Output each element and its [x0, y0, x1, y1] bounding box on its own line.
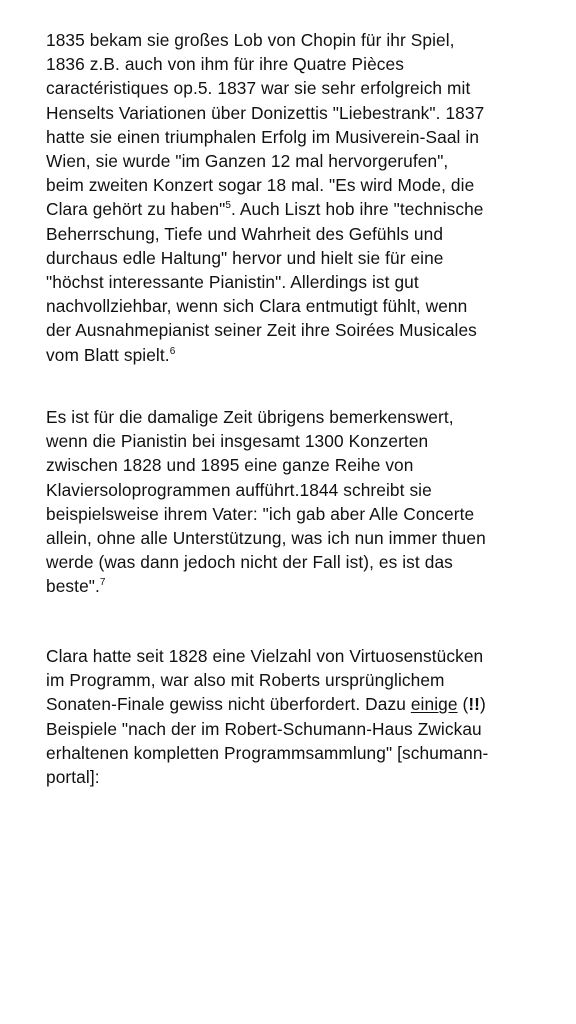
text-line: 1836 z.B. auch von ihm für ihre Quatre Pièces [46, 54, 404, 75]
text-line: hatte sie einen triumphalen Erfolg im Musiverein-Saal in [46, 126, 480, 147]
text-segment: beste". [46, 576, 100, 597]
text-line: nachvollziehbar, wenn sich Clara entmutigt fühlt, wenn [46, 296, 468, 317]
footnote-marker: 6 [169, 345, 176, 357]
text-line: portal]: [46, 767, 100, 788]
text-line: Clara hatte seit 1828 eine Vielzahl von Virtuosenstücken [46, 646, 484, 666]
text-segment: Clara gehört zu haben" [46, 199, 226, 220]
text-line: wenn die Pianistin bei insgesamt 1300 Konzerten [46, 431, 429, 452]
text-line: zwischen 1828 und 1895 eine ganze Reihe von [46, 455, 414, 476]
text-line [46, 574, 546, 598]
text-line: beispielsweise ihrem Vater: "ich gab aber Alle Concerte [46, 503, 475, 524]
text-line [46, 343, 546, 367]
text-segment: vom Blatt spielt. [46, 344, 170, 365]
text-line: 1835 bekam sie großes Lob von Chopin für ihr Spiel, [46, 30, 455, 50]
text-line: Beherrschung, Tiefe und Wahrheit des Gefühls und [46, 223, 444, 244]
text-line [46, 197, 546, 221]
text-line: caractéristiques op.5. 1837 war sie sehr erfolgreich mit [46, 78, 471, 99]
text-line: durchaus edle Haltung" hervor und hielt sie für eine [46, 247, 444, 268]
bold-emphasis: !! [468, 694, 481, 715]
text-line: Wien, sie wurde "im Ganzen 12 mal hervorgerufen", [46, 151, 449, 172]
text-line: allein, ohne alle Unterstützung, was ich nun immer thuen [46, 528, 486, 549]
paragraph-programmes [46, 644, 546, 789]
paragraph-concerts [46, 405, 546, 599]
text-line: beim zweiten Konzert sogar 18 mal. "Es wird Mode, die [46, 175, 475, 196]
text-segment: ( [457, 694, 469, 715]
text-line: Henselts Variationen über Donizettis "Liebestrank". 1837 [46, 102, 485, 123]
text-segment: ) [480, 694, 486, 715]
text-line: Beispiele "nach der im Robert-Schumann-Haus Zwickau [46, 718, 482, 739]
text-line: der Ausnahmepianist seiner Zeit ihre Soirées Musicales [46, 320, 477, 341]
text-line: werde (was dann jedoch nicht der Fall ist), es ist das [46, 552, 453, 573]
text-line: im Programm, war also mit Roberts ursprünglichem [46, 670, 445, 691]
footnote-marker: 7 [99, 577, 106, 589]
text-segment: . Auch Liszt hob ihre "technische [231, 199, 484, 220]
footnote-marker: 5 [225, 200, 232, 212]
text-line: Es ist für die damalige Zeit übrigens bemerkenswert, [46, 407, 454, 427]
text-line [46, 692, 546, 716]
underlined-word: einige [410, 694, 458, 715]
text-segment: Sonaten-Finale gewiss nicht überfordert. Dazu [46, 694, 411, 715]
text-line: Klaviersoloprogrammen aufführt.1844 schreibt sie [46, 479, 432, 500]
text-line: "höchst interessante Pianistin". Allerdings ist gut [46, 272, 419, 293]
paragraph-chopin-liszt [46, 28, 546, 367]
text-line: erhaltenen kompletten Programmsammlung" [schumann- [46, 742, 489, 763]
